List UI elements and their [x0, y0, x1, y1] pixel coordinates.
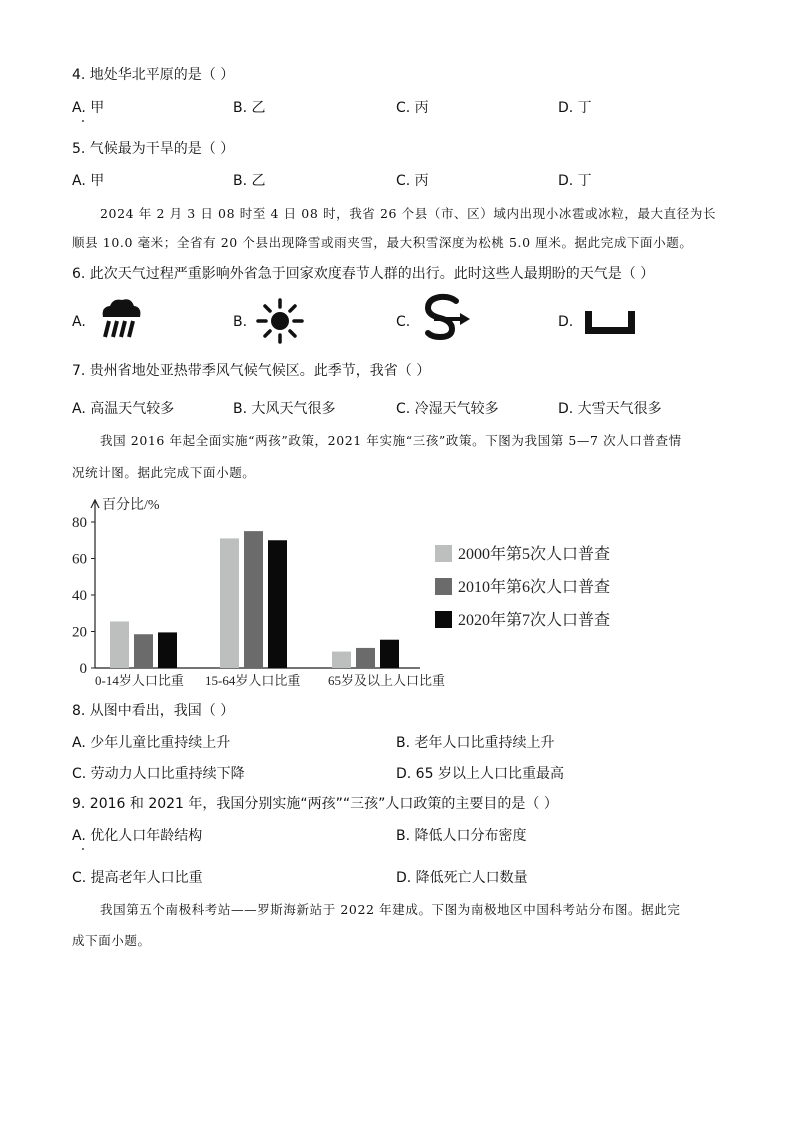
fog-icon — [583, 308, 637, 336]
question-6-stem: 6. 此次天气过程严重影响外省急于回家欢度春节人群的出行。此时这些人最期盼的天气是（ ） — [72, 266, 655, 282]
passage-3-line-1: 我国第五个南极科考站——罗斯海新站于 2022 年建成。下图为南极地区中国科考站分布图。据此完 — [100, 902, 681, 917]
stray-dot — [82, 848, 84, 850]
legend-label: 2000年第5次人口普查 — [458, 546, 611, 563]
bar — [220, 538, 239, 668]
passage-1-line-2: 顺县 10.0 毫米；全省有 20 个县出现降雪或雨夹雪，最大积雪深度为松桃 5.0 厘米。据此完成下面小题。 — [72, 235, 693, 250]
q9-option-b: B. 降低人口分布密度 — [396, 828, 527, 844]
q5-option-a: A. 甲 — [72, 173, 105, 189]
legend-swatch — [435, 611, 452, 628]
bar — [380, 640, 399, 668]
bar — [110, 621, 129, 668]
rain-cloud-icon — [97, 295, 145, 341]
question-9-stem: 9. 2016 和 2021 年，我国分别实施“两孩”“三孩”人口政策的主要目的是（ ） — [72, 796, 558, 812]
q7-option-a: A. 高温天气较多 — [72, 401, 175, 417]
bar — [332, 652, 351, 668]
legend-label: 2020年第7次人口普查 — [458, 612, 611, 629]
y-tick-label: 20 — [72, 624, 87, 641]
q6-option-a-label: A. — [72, 314, 86, 330]
bar — [268, 540, 287, 668]
q4-option-d: D. 丁 — [558, 100, 592, 116]
q7-option-c: C. 冷湿天气较多 — [396, 401, 499, 417]
y-tick-label: 0 — [79, 661, 87, 677]
q7-option-b: B. 大风天气很多 — [233, 401, 336, 417]
question-8-stem: 8. 从图中看出，我国（ ） — [72, 703, 235, 719]
bar — [134, 634, 153, 668]
sun-icon — [254, 296, 306, 346]
q7-option-d: D. 大雪天气很多 — [558, 401, 662, 417]
x-tick-label: 0-14岁人口比重 — [95, 673, 184, 688]
q8-option-a: A. 少年儿童比重持续上升 — [72, 735, 231, 751]
q8-option-d: D. 65 岁以上人口比重最高 — [396, 766, 564, 782]
question-5-stem: 5. 气候最为干旱的是（ ） — [72, 141, 235, 157]
stray-dot — [82, 120, 84, 122]
q8-option-b: B. 老年人口比重持续上升 — [396, 735, 555, 751]
legend-swatch — [435, 545, 452, 562]
q6-option-c-label: C. — [396, 314, 411, 330]
q9-option-d: D. 降低死亡人口数量 — [396, 870, 528, 886]
legend-label: 2010年第6次人口普查 — [458, 579, 611, 596]
passage-1-line-1: 2024 年 2 月 3 日 08 时至 4 日 08 时，我省 26 个县（市、区）域内出现小冰雹或冰粒，最大直径为长 — [100, 206, 717, 221]
y-axis-label: 百分比/% — [102, 498, 160, 513]
x-tick-label: 65岁及以上人口比重 — [328, 673, 446, 688]
y-tick-label: 40 — [72, 588, 87, 604]
x-tick-label: 15-64岁人口比重 — [205, 673, 301, 688]
legend-swatch — [435, 578, 452, 595]
y-tick-label: 80 — [72, 515, 87, 531]
bar — [244, 531, 263, 668]
question-7-stem: 7. 贵州省地处亚热带季风气候气候区。此季节，我省（ ） — [72, 363, 431, 379]
q4-option-b: B. 乙 — [233, 100, 266, 116]
q9-option-c: C. 提高老年人口比重 — [72, 870, 203, 886]
q9-option-a: A. 优化人口年龄结构 — [72, 828, 203, 844]
q6-option-d-label: D. — [558, 314, 574, 330]
q8-option-c: C. 劳动力人口比重持续下降 — [72, 766, 245, 782]
passage-2-line-2: 况统计图。据此完成下面小题。 — [72, 465, 256, 480]
y-tick-label: 60 — [72, 551, 87, 568]
sandstorm-icon — [420, 293, 476, 343]
bar — [356, 648, 375, 668]
q5-option-c: C. 丙 — [396, 173, 429, 189]
q4-option-a: A. 甲 — [72, 100, 105, 116]
passage-3-line-2: 成下面小题。 — [72, 933, 151, 948]
q5-option-b: B. 乙 — [233, 173, 266, 189]
q4-option-c: C. 丙 — [396, 100, 429, 116]
question-4-stem: 4. 地处华北平原的是（ ） — [72, 67, 235, 83]
census-bar-chart — [60, 490, 660, 695]
q5-option-d: D. 丁 — [558, 173, 592, 189]
q6-option-b-label: B. — [233, 314, 248, 330]
passage-2-line-1: 我国 2016 年起全面实施“两孩”政策，2021 年实施“三孩”政策。下图为我国第 5—7 次人口普查情 — [100, 433, 682, 448]
bar — [158, 632, 177, 668]
